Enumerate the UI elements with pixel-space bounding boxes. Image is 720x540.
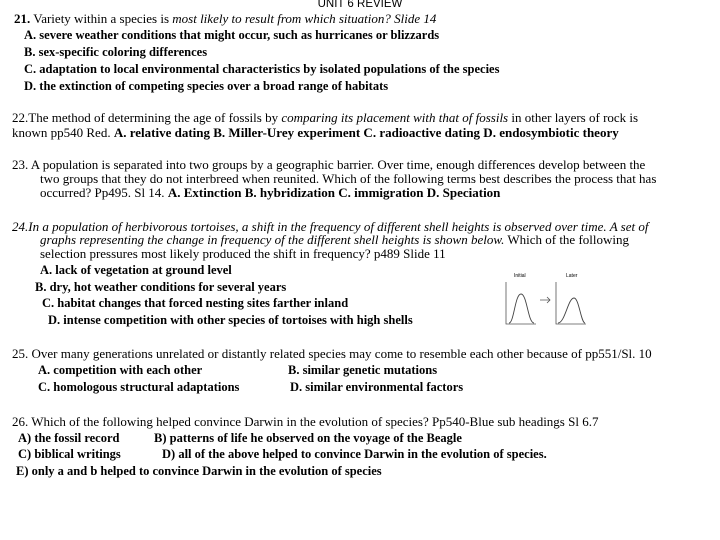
question-24-stem-italic: graphs representing the change in frequency of the different shell heights is shown below. <box>40 232 505 247</box>
question-21-number: 21. <box>14 11 31 26</box>
question-21-stem-italic: most likely to result from which situation? Slide 14 <box>172 11 437 26</box>
question-26-line-1: 26. Which of the following helped convince Darwin in the evolution of species? Pp540-Blue sub headings Sl 6.7 <box>12 414 599 429</box>
question-26-option-c: C) biblical writings <box>18 447 121 461</box>
graph-label-later: Later <box>566 273 578 279</box>
question-25-option-a: A. competition with each other <box>38 363 203 377</box>
question-26-option-b: B) patterns of life he observed on the voyage of the Beagle <box>154 431 462 445</box>
graph-later-curve <box>558 298 585 323</box>
question-24-option-c: C. habitat changes that forced nesting sites farther inland <box>42 296 349 310</box>
question-22-stem-text-end: in other layers of rock is <box>508 110 639 125</box>
question-22-stem-text: 22.The method of determining the age of fossils by <box>12 110 282 125</box>
question-21-option-d: D. the extinction of competing species over a broad range of habitats <box>24 79 389 93</box>
question-22-stem-italic: comparing its placement with that of fossils <box>281 110 509 125</box>
question-24-option-b: B. dry, hot weather conditions for several years <box>35 280 287 294</box>
question-26-option-d: D) all of the above helped to convince Darwin in the evolution of species. <box>162 447 547 461</box>
question-24-line-3: selection pressures most likely produced the shift in frequency? p489 Slide 11 <box>40 246 446 261</box>
question-21-option-c: C. adaptation to local environmental characteristics by isolated populations of the species <box>24 62 500 76</box>
shell-height-graphs <box>500 268 590 330</box>
question-25-option-d: D. similar environmental factors <box>290 380 464 394</box>
question-22-line-2 <box>12 125 619 140</box>
question-23-reference: occurred? Pp495. Sl 14. <box>40 185 168 200</box>
question-24-option-d: D. intense competition with other species of tortoises with high shells <box>48 313 413 327</box>
graph-arrow-icon <box>540 297 550 303</box>
graph-label-initial: Initial <box>514 273 526 279</box>
question-25-option-c: C. homologous structural adaptations <box>38 380 240 394</box>
question-23-line-2: two groups that they do not interbreed when reunited. Which of the following terms best describes the process that has <box>40 171 657 186</box>
question-24-line-2 <box>40 232 629 247</box>
slide-title: UNIT 6 REVIEW <box>317 0 403 10</box>
question-26-option-e: E) only a and b helped to convince Darwin in the evolution of species <box>16 464 382 478</box>
question-21-stem-text: Variety within a species is <box>30 11 173 26</box>
question-24-line-1: 24.In a population of herbivorous tortoises, a shift in the frequency of different shell heights is observed over time. A set of <box>12 219 649 234</box>
question-21-option-b: B. sex-specific coloring differences <box>24 45 208 59</box>
question-24-option-a: A. lack of vegetation at ground level <box>40 263 232 277</box>
graph-initial-curve <box>509 294 534 323</box>
question-22-options: A. relative dating B. Miller-Urey experiment C. radioactive dating D. endosymbiotic theory <box>113 125 619 140</box>
question-22-line-1 <box>12 110 638 125</box>
graph-initial-axes <box>506 282 536 324</box>
question-23-line-3 <box>40 185 500 200</box>
question-25-option-b: B. similar genetic mutations <box>288 363 438 377</box>
question-21-stem <box>14 11 436 26</box>
question-22-reference: known pp540 Red. <box>12 125 114 140</box>
question-24-stem-text: Which of the following <box>504 232 630 247</box>
question-23-options: A. Extinction B. hybridization C. immigration D. Speciation <box>167 185 501 200</box>
question-23-line-1: 23. A population is separated into two groups by a geographic barrier. Over time, enough differences develop between the <box>12 157 646 172</box>
question-26-option-a: A) the fossil record <box>18 431 120 445</box>
question-21-option-a: A. severe weather conditions that might occur, such as hurricanes or blizzards <box>24 28 440 42</box>
question-25-line-1: 25. Over many generations unrelated or distantly related species may come to resemble each other because of pp551/Sl. 10 <box>12 346 652 361</box>
